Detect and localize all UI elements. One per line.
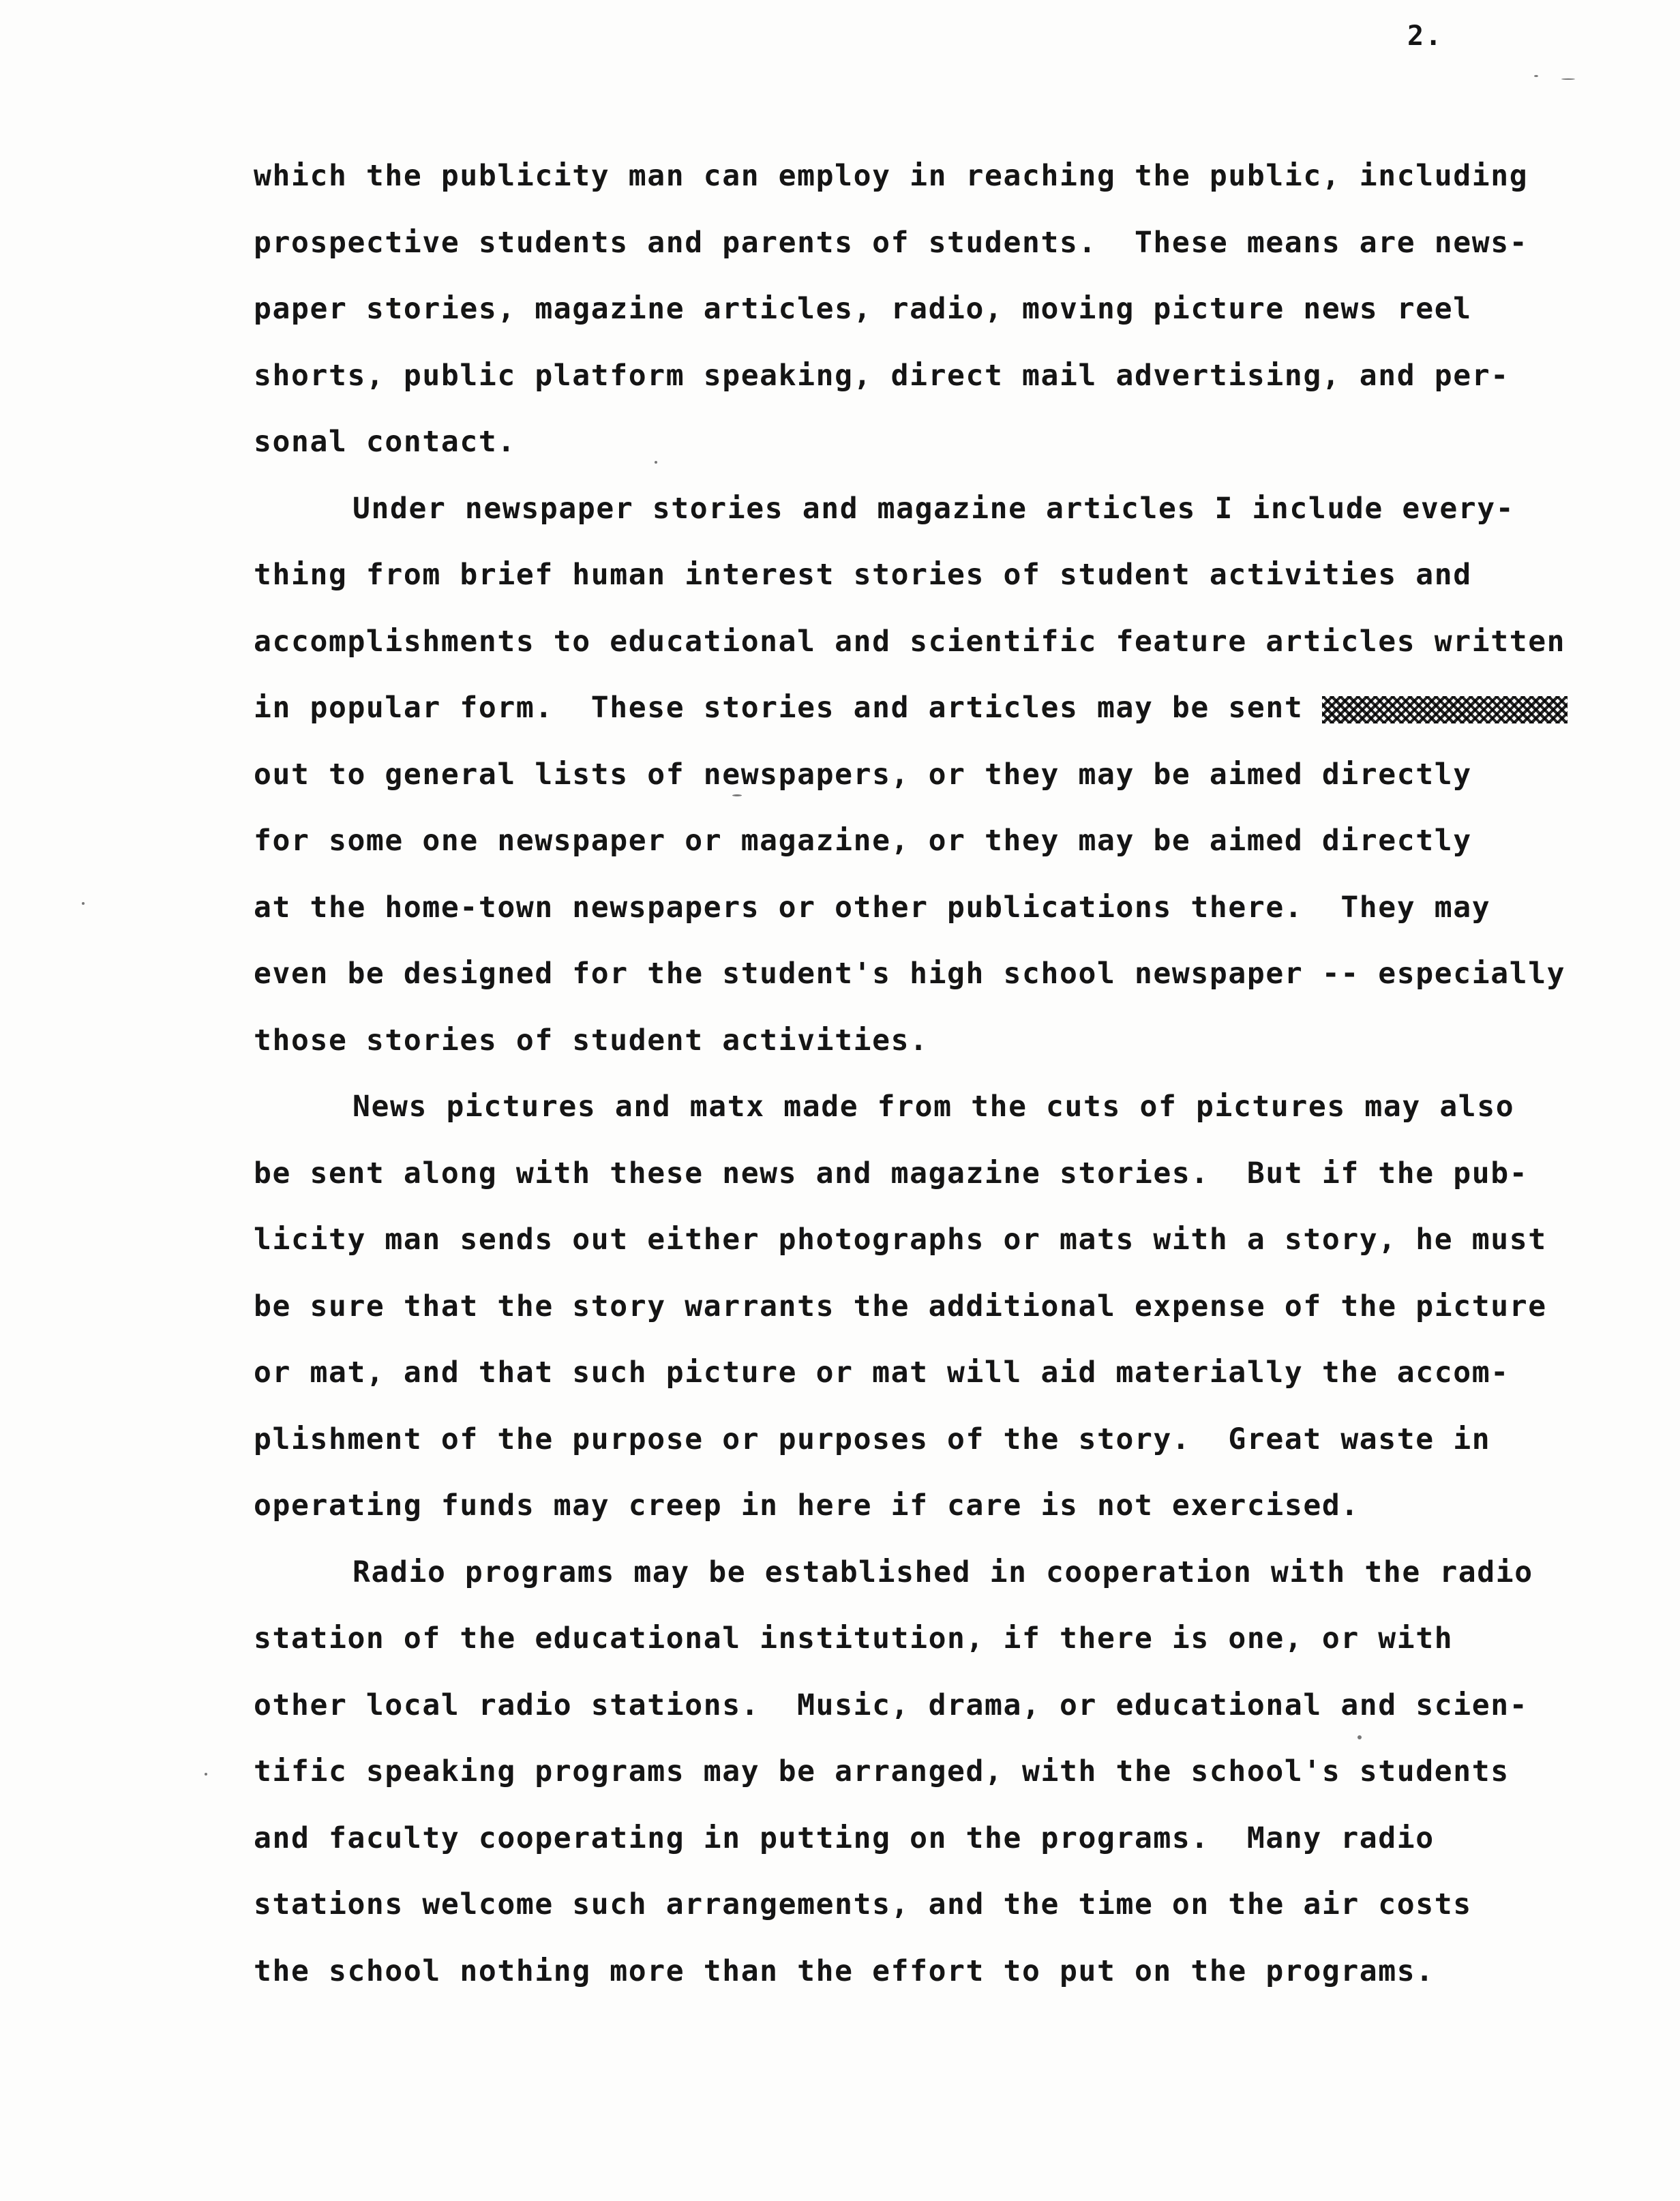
- paper-speck: [732, 794, 742, 796]
- text-line: out to general lists of newspapers, or they may be aimed directly: [254, 757, 1472, 792]
- paper-speck: [1561, 78, 1575, 80]
- paragraph-start-line: Radio programs may be established in cooperation with the radio: [352, 1555, 1533, 1589]
- text-line: at the home-town newspapers or other publications there. They may: [254, 890, 1491, 925]
- text-line-with-strikeout: [254, 675, 1658, 742]
- text-line: shorts, public platform speaking, direct mail advertising, and per-: [254, 358, 1510, 393]
- text-line: and faculty cooperating in putting on the programs. Many radio: [254, 1821, 1435, 1855]
- text-line: or mat, and that such picture or mat will aid materially the accom-: [254, 1356, 1510, 1390]
- text-line: other local radio stations. Music, drama, or educational and scien-: [254, 1688, 1529, 1722]
- text-line: paper stories, magazine articles, radio, moving picture news reel: [254, 292, 1472, 326]
- text-line: even be designed for the student's high school newspaper -- especially: [254, 957, 1566, 991]
- text-line: stations welcome such arrangements, and the time on the air costs: [254, 1887, 1472, 1921]
- paragraph-start-line: Under newspaper stories and magazine articles I include every-: [352, 491, 1515, 526]
- body-text: [254, 143, 1658, 2005]
- text-line: plishment of the purpose or purposes of the story. Great waste in: [254, 1422, 1491, 1456]
- text-line: thing from brief human interest stories of student activities and: [254, 558, 1472, 592]
- text-line: sonal contact.: [254, 425, 516, 459]
- text-segment: in popular form. These stories and articles may be sent: [254, 691, 1322, 725]
- text-line: the school nothing more than the effort to put on the programs.: [254, 1953, 1435, 1988]
- text-line: station of the educational institution, if there is one, or with: [254, 1621, 1454, 1656]
- paper-speck: [1534, 75, 1538, 77]
- text-line: which the publicity man can employ in reaching the public, including: [254, 159, 1529, 193]
- text-line: for some one newspaper or magazine, or they may be aimed directly: [254, 824, 1472, 858]
- paragraph-start-line: News pictures and matx made from the cuts of pictures may also: [352, 1090, 1515, 1124]
- paper-speck: [82, 902, 85, 905]
- text-line: tific speaking programs may be arranged, with the school's students: [254, 1754, 1510, 1788]
- text-line: those stories of student activities.: [254, 1023, 929, 1058]
- paper-speck: [1358, 1735, 1362, 1739]
- text-line: be sent along with these news and magazine stories. But if the pub-: [254, 1156, 1529, 1191]
- text-line: prospective students and parents of students. These means are news-: [254, 225, 1529, 260]
- struck-out-text: [1322, 696, 1567, 723]
- page-number: 2.: [1407, 20, 1443, 52]
- text-line: accomplishments to educational and scientific feature articles written: [254, 624, 1566, 659]
- paper-speck: [655, 461, 657, 464]
- text-line: licity man sends out either photographs or mats with a story, he must: [254, 1223, 1547, 1257]
- text-line: be sure that the story warrants the additional expense of the picture: [254, 1289, 1547, 1323]
- text-line: operating funds may creep in here if care is not exercised.: [254, 1488, 1360, 1523]
- paper-speck: [205, 1773, 207, 1776]
